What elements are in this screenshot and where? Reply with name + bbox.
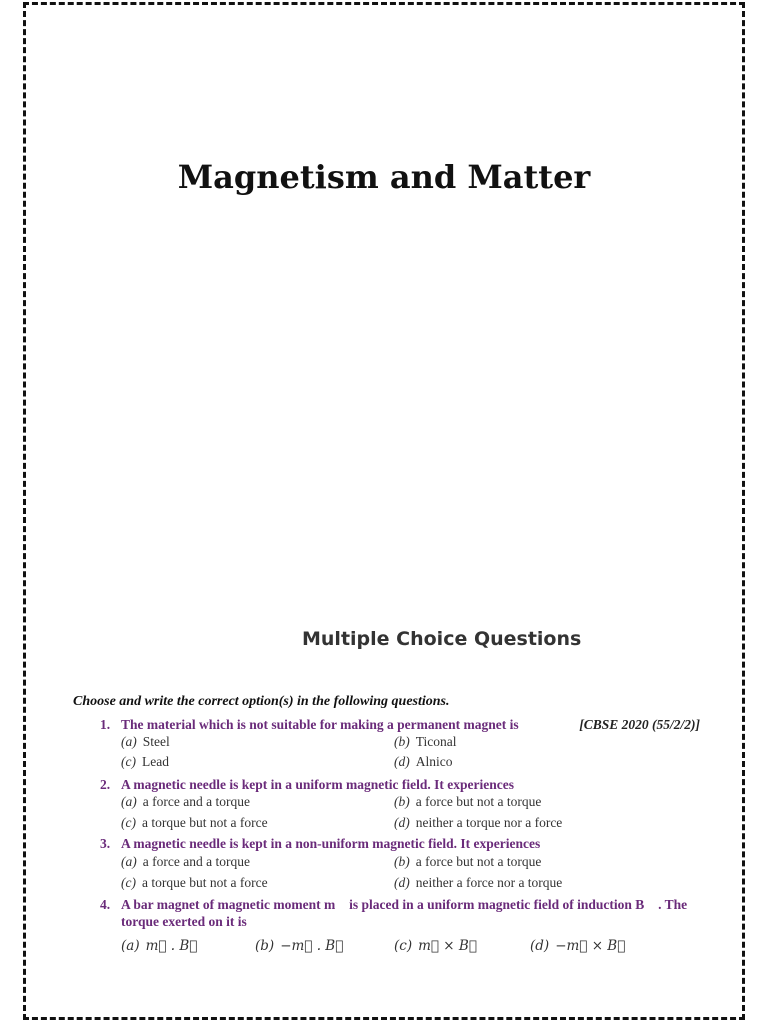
option-4d	[530, 938, 625, 954]
question-text: The material which is not suitable for making a permanent magnet is	[121, 717, 519, 732]
option-label: (b)	[394, 794, 410, 809]
question-1	[100, 716, 700, 733]
option-label: (b)	[394, 734, 410, 749]
option-2b	[394, 794, 541, 810]
question-text: A magnetic needle is kept in a uniform magnetic field. It experiences	[121, 777, 514, 792]
option-text: Ticonal	[415, 734, 457, 749]
option-4c	[394, 938, 477, 954]
question-source: [CBSE 2020 (55/2/2)]	[579, 717, 700, 732]
option-text: a force but not a torque	[415, 854, 542, 869]
option-text: −m⃗ × B⃗	[555, 938, 626, 954]
question-4	[100, 896, 700, 930]
option-1a	[121, 734, 170, 750]
option-label: (d)	[530, 938, 550, 954]
question-text: A magnetic needle is kept in a non-uniform magnetic field. It experiences	[121, 836, 541, 851]
option-text: neither a torque nor a force	[415, 815, 563, 830]
question-3	[100, 835, 700, 852]
option-text: a force and a torque	[142, 854, 250, 869]
instructions: Choose and write the correct option(s) in the following questions.	[73, 694, 450, 709]
option-label: (a)	[121, 794, 137, 809]
option-4b	[255, 938, 343, 954]
option-2a	[121, 794, 250, 810]
option-text: −m⃗ . B⃗	[280, 938, 344, 954]
option-3d	[394, 875, 562, 891]
page-title: Magnetism and Matter	[177, 158, 591, 196]
option-label: (c)	[394, 938, 413, 954]
option-2d	[394, 815, 562, 831]
option-text: Alnico	[415, 754, 453, 769]
option-label: (b)	[255, 938, 275, 954]
option-label: (c)	[121, 815, 136, 830]
option-label: (a)	[121, 734, 137, 749]
question-2	[100, 776, 700, 793]
option-4a	[121, 938, 197, 954]
option-text: a torque but not a force	[141, 815, 268, 830]
option-text: m⃗ . B⃗	[145, 938, 198, 954]
question-number: 3.	[100, 836, 111, 851]
option-text: m⃗ × B⃗	[418, 938, 477, 954]
question-text: A bar magnet of magnetic moment m⃗ is placed in a uniform magnetic field of induction B⃗ . The torque exerted on it is	[121, 897, 688, 929]
option-1d	[394, 754, 453, 770]
option-label: (c)	[121, 875, 136, 890]
option-1b	[394, 734, 457, 750]
option-text: a force but not a torque	[415, 794, 542, 809]
option-label: (a)	[121, 938, 140, 954]
option-3b	[394, 854, 541, 870]
option-text: Lead	[141, 754, 169, 769]
option-label: (c)	[121, 754, 136, 769]
option-label: (a)	[121, 854, 137, 869]
option-3c	[121, 875, 268, 891]
option-label: (b)	[394, 854, 410, 869]
question-number: 2.	[100, 777, 111, 792]
option-text: a torque but not a force	[141, 875, 268, 890]
option-text: a force and a torque	[142, 794, 250, 809]
question-number: 4.	[100, 897, 111, 912]
option-label: (d)	[394, 815, 410, 830]
option-text: Steel	[142, 734, 170, 749]
question-number: 1.	[100, 717, 111, 732]
option-2c	[121, 815, 268, 831]
option-label: (d)	[394, 754, 410, 769]
section-heading: Multiple Choice Questions	[302, 628, 582, 650]
option-text: neither a force nor a torque	[415, 875, 563, 890]
option-1c	[121, 754, 169, 770]
option-label: (d)	[394, 875, 410, 890]
option-3a	[121, 854, 250, 870]
